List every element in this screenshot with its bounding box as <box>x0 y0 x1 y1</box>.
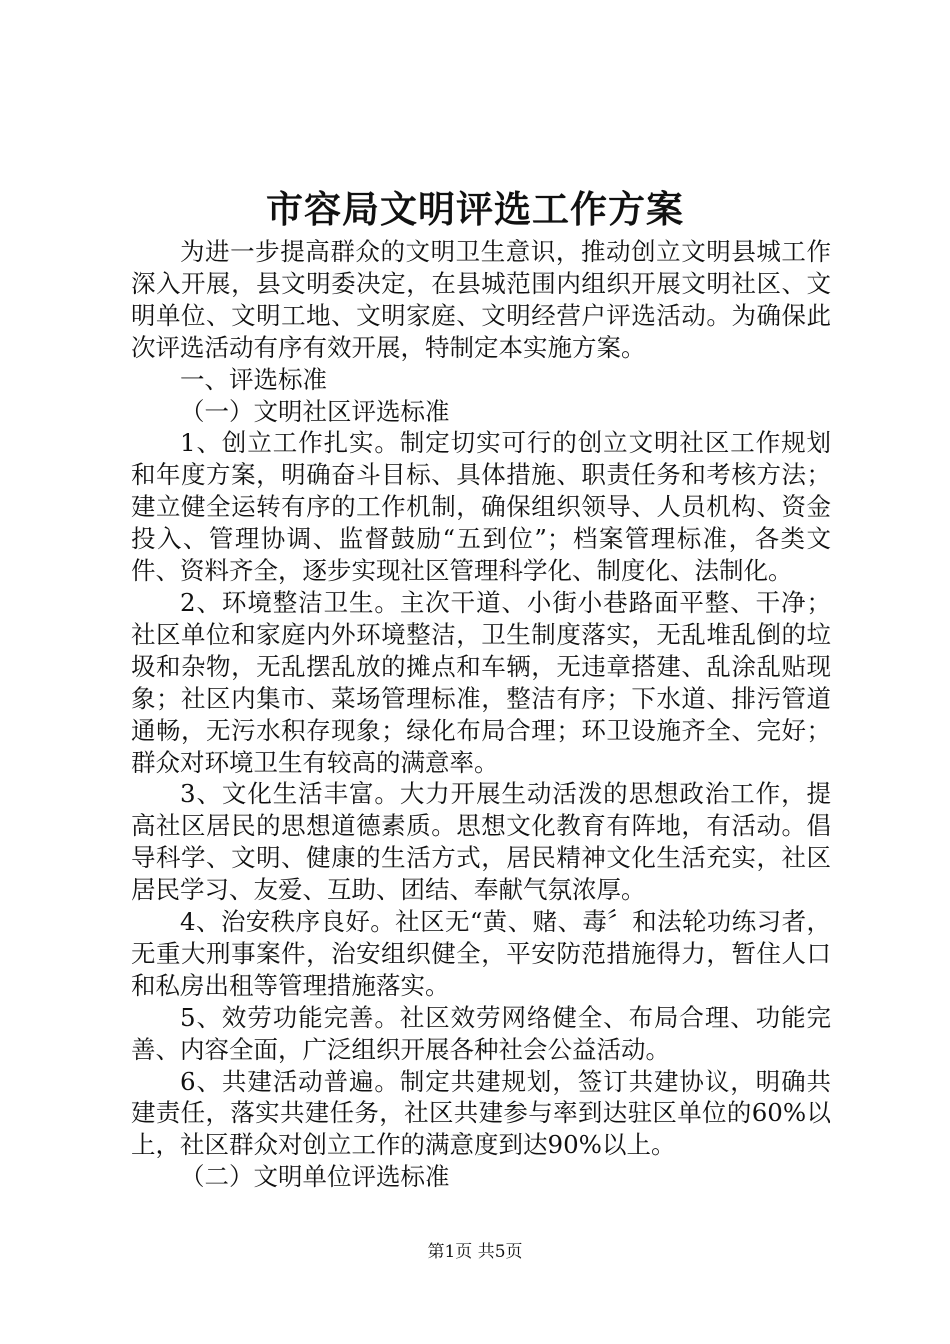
section-heading-1: 一、评选标准 <box>180 364 327 394</box>
page-footer: 第1页 共5页 <box>427 1242 523 1262</box>
criteria-item: 1、创立工作扎实。制定切实可行的创立文明社区工作规划和年度方案，明确奋斗目标、具体措施、职责任务和考核方法；建立健全运转有序的工作机制，确保组织领导、人员机构、资金投入、管理协调、监督鼓励“五到位”；档案管理标准，各类文件、资料齐全，逐步实现社区管理科学化、制度化、法制化。 <box>131 428 831 586</box>
document-body <box>131 236 831 1193</box>
criteria-item: 3、文化生活丰富。大力开展生动活泼的思想政治工作，提高社区居民的思想道德素质。思想文化教育有阵地，有活动。倡导科学、文明、健康的生活方式，居民精神文化生活充实，社区居民学习、友爱、互助、团结、奉献气氛浓厚。 <box>131 779 831 905</box>
criteria-item: 2、环境整洁卫生。主次干道、小街小巷路面平整、干净；社区单位和家庭内外环境整洁，卫生制度落实，无乱堆乱倒的垃圾和杂物，无乱摆乱放的摊点和车辆，无违章搭建、乱涂乱贴现象；社区内集市、菜场管理标准，整洁有序；下水道、排污管道通畅，无污水积存现象；绿化布局合理；环卫设施齐全、完好；群众对环境卫生有较高的满意率。 <box>131 587 831 777</box>
subsection-heading-1: （一）文明社区评选标准 <box>180 396 450 426</box>
criteria-item: 6、共建活动普遍。制定共建规划，签订共建协议，明确共建责任，落实共建任务，社区共建参与率到达驻区单位的60%以上，社区群众对创立工作的满意度到达90%以上。 <box>131 1066 831 1160</box>
intro-paragraph: 为进一步提高群众的文明卫生意识，推动创立文明县城工作深入开展，县文明委决定，在县城范围内组织开展文明社区、文明单位、文明工地、文明家庭、文明经营户评选活动。为确保此次评选活动有序有效开展，特制定本实施方案。 <box>131 237 831 362</box>
criteria-item: 4、治安秩序良好。社区无“黄、赌、毒〞和法轮功练习者，无重大刑事案件，治安组织健全，平安防范措施得力，暂住人口和私房出租等管理措施落实。 <box>131 907 831 1000</box>
document-title: 市容局文明评选工作方案 <box>266 187 684 231</box>
subsection-heading-2: （二）文明单位评选标准 <box>180 1162 450 1192</box>
criteria-item: 5、效劳功能完善。社区效劳网络健全、布局合理、功能完善、内容全面，广泛组织开展各种社会公益活动。 <box>131 1002 831 1064</box>
